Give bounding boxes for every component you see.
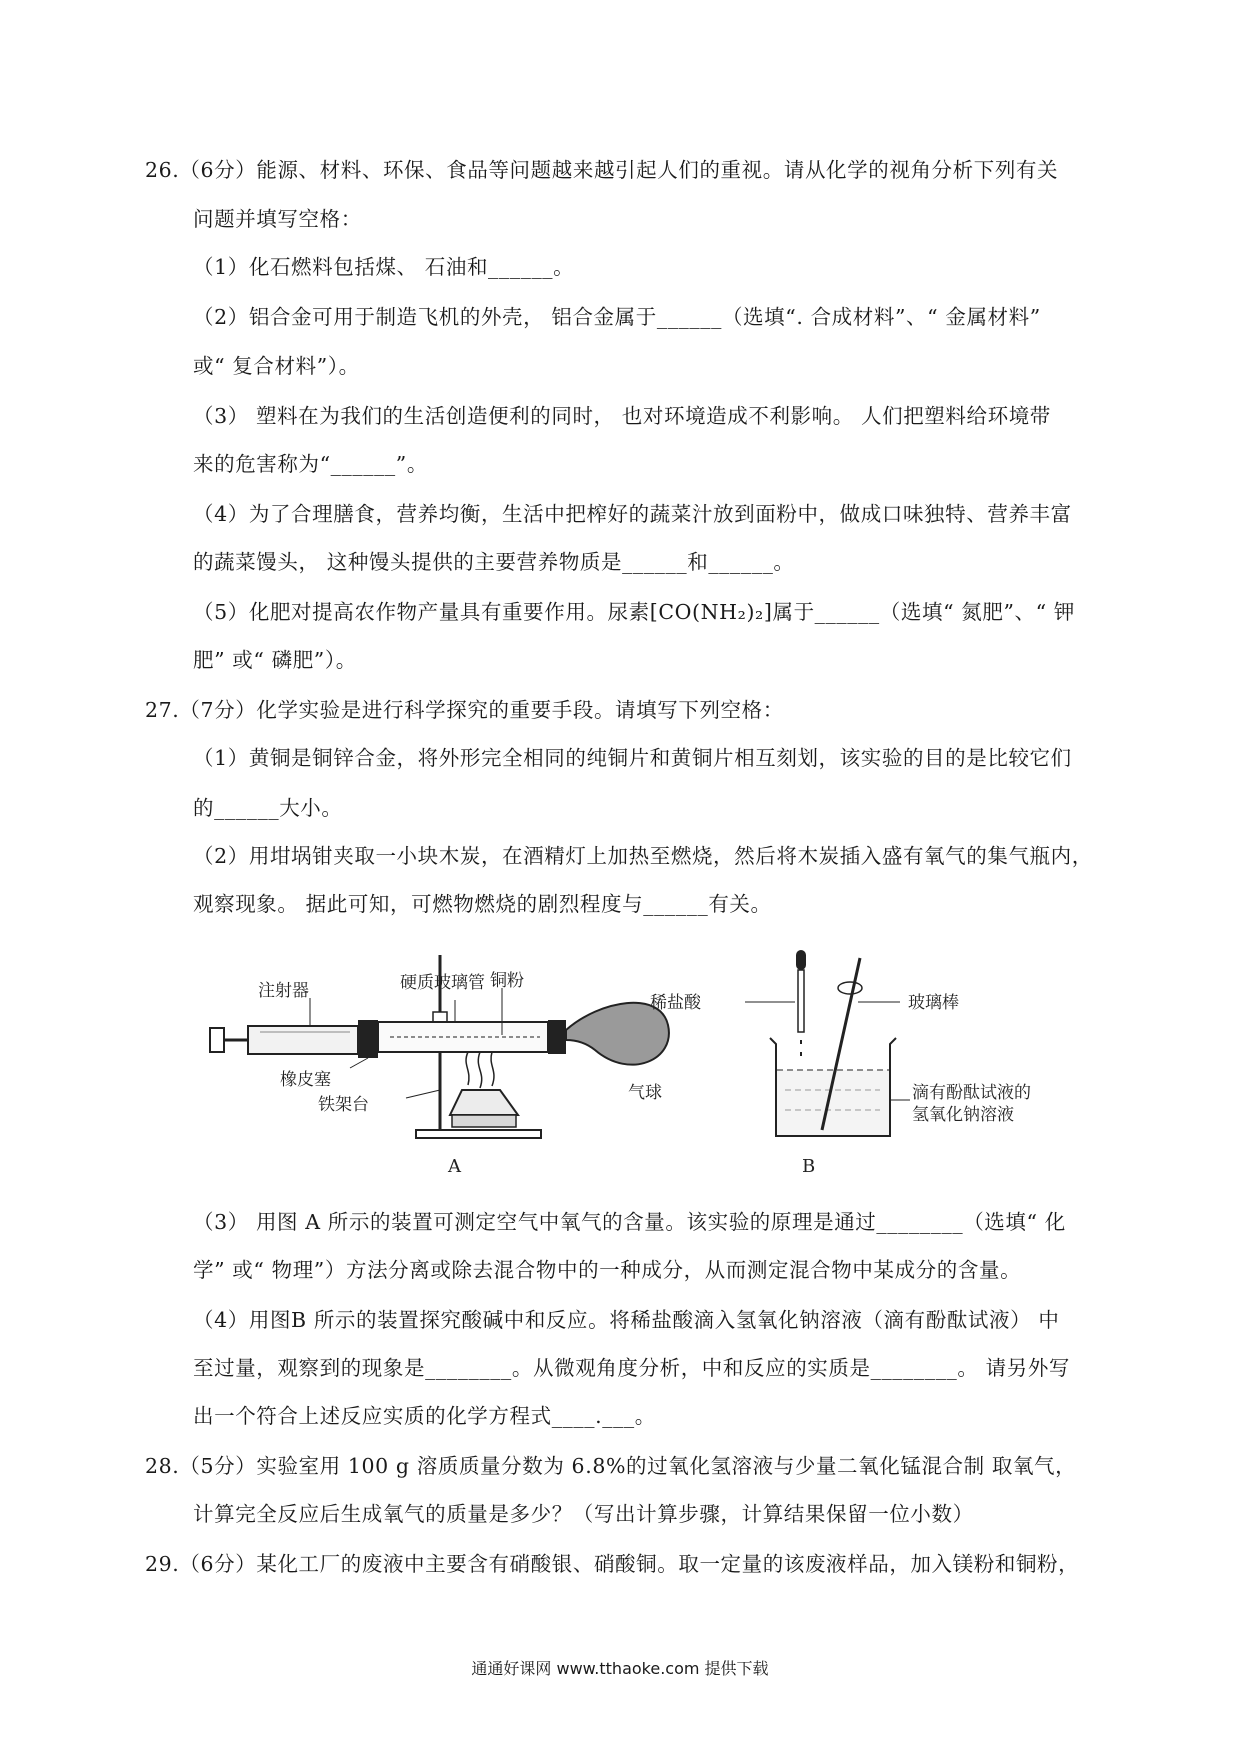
q27-part2-line2: 观察现象。 据此可知，可燃物燃烧的剧烈程度与______有关。 bbox=[193, 892, 772, 916]
q26-part1: （1）化石燃料包括煤、 石油和______。 bbox=[193, 255, 575, 279]
label-balloon: 气球 bbox=[628, 1083, 662, 1103]
alcohol-lamp bbox=[450, 1090, 518, 1115]
stir-arrow bbox=[838, 982, 862, 994]
clamp-upper bbox=[433, 1012, 447, 1022]
label-hard-tube: 硬质玻璃管 bbox=[400, 973, 485, 993]
leader-stand bbox=[406, 1090, 440, 1098]
label-solution-2: 氢氧化钠溶液 bbox=[912, 1105, 1014, 1125]
figure-a bbox=[210, 955, 669, 1177]
dropper-bulb bbox=[796, 950, 806, 970]
q26-part5-line1: （5）化肥对提高农作物产量具有重要作用。尿素[CO(NH₂)₂]属于______（选填“ 氮肥”、“ 钾 bbox=[193, 600, 1075, 624]
rubber-stopper bbox=[358, 1020, 378, 1058]
q29-line1: 29.（6分）某化工厂的废液中主要含有硝酸银、硝酸铜。取一定量的该废液样品，加入镁粉和铜粉， bbox=[145, 1552, 1080, 1576]
label-copper: 铜粉 bbox=[490, 971, 524, 991]
flame bbox=[466, 1052, 494, 1088]
q26-part5-line2: 肥” 或“ 磷肥”）。 bbox=[193, 648, 357, 672]
q27-part3-line2: 学” 或“ 物理”）方法分离或除去混合物中的一种成分，从而测定混合物中某成分的含量。 bbox=[193, 1258, 1022, 1282]
syringe-barrel bbox=[248, 1026, 358, 1054]
apparatus-figure bbox=[200, 940, 1100, 1180]
q27-part1-line2: 的______大小。 bbox=[193, 796, 343, 820]
stopper-right bbox=[548, 1020, 566, 1054]
label-dilute-hcl: 稀盐酸 bbox=[650, 993, 701, 1013]
q27-part4-line3: 出一个符合上述反应实质的化学方程式____.___。 bbox=[193, 1404, 656, 1428]
q27-part2-line1: （2）用坩埚钳夹取一小块木炭，在酒精灯上加热至燃烧，然后将木炭插入盛有氧气的集气瓶内， bbox=[193, 844, 1093, 868]
q26-part4-line1: （4）为了合理膳食，营养均衡，生活中把榨好的蔬菜汁放到面粉中，做成口味独特、营养丰富 bbox=[193, 502, 1072, 526]
q27-part4-line1: （4）用图B 所示的装置探究酸碱中和反应。将稀盐酸滴入氢氧化钠溶液（滴有酚酞试液） 中 bbox=[193, 1308, 1060, 1332]
q26-part2-line1: （2）铝合金可用于制造飞机的外壳， 铝合金属于______（选填“. 合成材料”、“ 金属材料” bbox=[193, 305, 1041, 329]
caption-b: B bbox=[802, 1156, 816, 1177]
label-syringe: 注射器 bbox=[258, 981, 309, 1001]
page-footer: 通通好课网 www.tthaoke.com 提供下载 bbox=[471, 1659, 769, 1678]
q26-title-line2: 问题并填写空格： bbox=[193, 207, 362, 231]
dropper-tube bbox=[798, 970, 804, 1032]
lamp-base bbox=[452, 1115, 516, 1127]
leader-stopper bbox=[350, 1058, 368, 1068]
label-glass-rod: 玻璃棒 bbox=[908, 993, 959, 1013]
q27-part1-line1: （1）黄铜是铜锌合金，将外形完全相同的纯铜片和黄铜片相互刻划，该实验的目的是比较它们 bbox=[193, 746, 1072, 770]
q28-line2: 计算完全反应后生成氧气的质量是多少？（写出计算步骤，计算结果保留一位小数） bbox=[193, 1502, 974, 1526]
label-stopper: 橡皮塞 bbox=[280, 1070, 331, 1090]
q27-part4-line2: 至过量，观察到的现象是________。从微观角度分析，中和反应的实质是________。 请另外写 bbox=[193, 1356, 1071, 1380]
q26-part4-line2: 的蔬菜馒头， 这种馒头提供的主要营养物质是______和______。 bbox=[193, 550, 795, 574]
q27-title: 27.（7分）化学实验是进行科学探究的重要手段。请填写下列空格： bbox=[145, 698, 784, 722]
label-solution-1: 滴有酚酞试液的 bbox=[912, 1083, 1031, 1103]
stand-base bbox=[416, 1130, 541, 1138]
q26-part3-line2: 来的危害称为“______”。 bbox=[193, 452, 428, 476]
q26-title-line1: 26.（6分）能源、材料、环保、食品等问题越来越引起人们的重视。请从化学的视角分析下列有关 bbox=[145, 158, 1059, 182]
q26-part2-line2: 或“ 复合材料”）。 bbox=[193, 354, 360, 378]
label-stand: 铁架台 bbox=[318, 1095, 369, 1115]
q27-part3-line1: （3） 用图 A 所示的装置可测定空气中氧气的含量。该实验的原理是通过________（选填“ 化 bbox=[193, 1210, 1066, 1234]
q26-part3-line1: （3） 塑料在为我们的生活创造便利的同时， 也对环境造成不利影响。 人们把塑料给环境带 bbox=[193, 404, 1051, 428]
caption-a: A bbox=[448, 1156, 461, 1177]
syringe-plunger-end bbox=[210, 1028, 224, 1052]
q28-line1: 28.（5分）实验室用 100 g 溶质质量分数为 6.8%的过氧化氢溶液与少量二氧化锰混合制 取氧气， bbox=[145, 1454, 1077, 1478]
figure-b bbox=[650, 950, 1031, 1177]
